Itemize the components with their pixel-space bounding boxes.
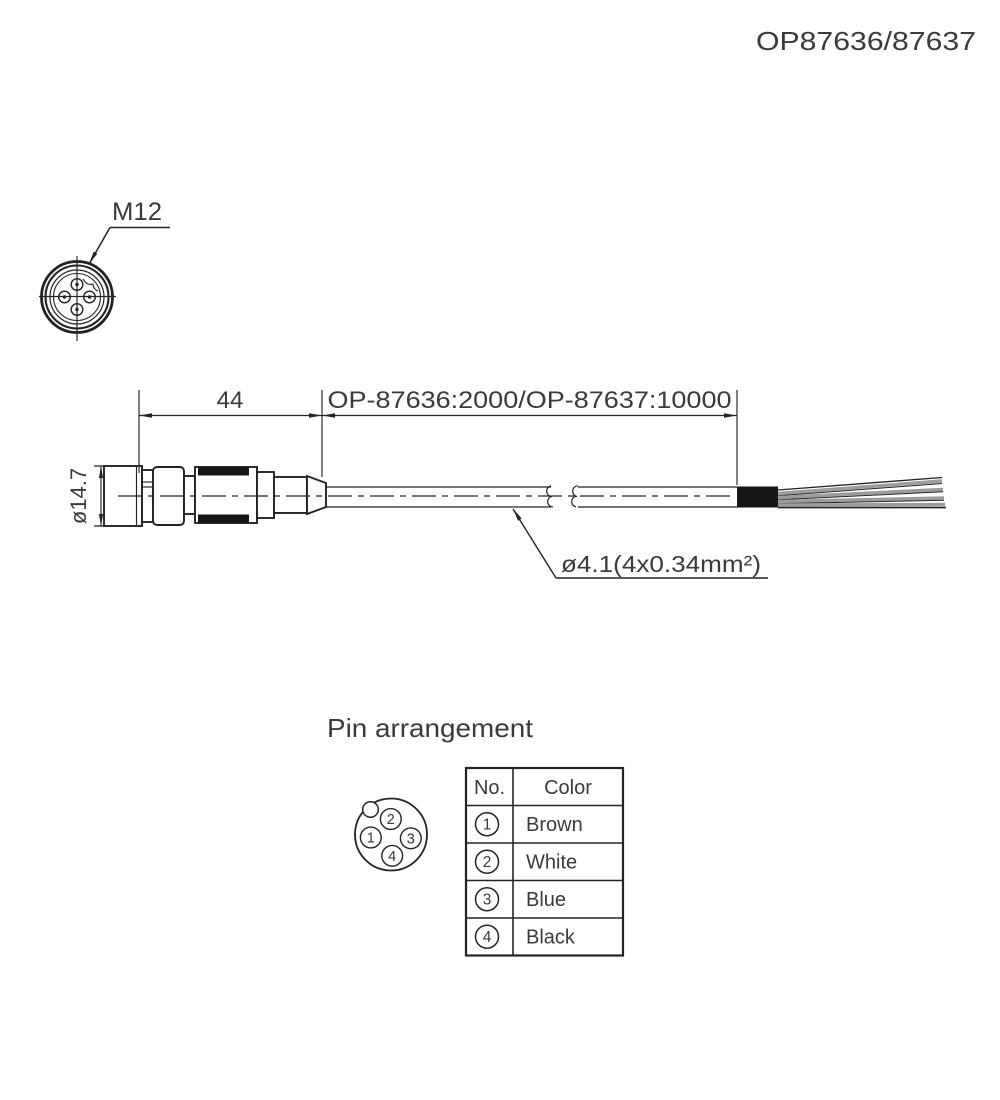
pin-4 [382,845,403,866]
connector-side-view [66,387,946,578]
strain-relief-boot [307,476,326,514]
keyway-notch [363,802,379,818]
connector-front-view [39,198,170,341]
pin-2 [380,809,401,830]
row-pin-number: 1 [482,816,492,834]
pin-arrangement-section [327,713,623,956]
row-pin-number: 3 [482,891,492,909]
m12-leader [89,228,170,265]
knurl-band-bottom [198,515,249,523]
pin-diagram [355,799,427,871]
table-row [476,925,576,949]
table-header-color: Color [544,777,592,799]
table-row [476,888,567,912]
dim-cable-length [322,387,737,485]
stripped-wires [778,478,946,508]
m12-label: M12 [112,198,162,226]
row-color-value: Black [526,926,575,949]
row-pin-number: 4 [482,929,492,947]
row-color-value: Blue [526,889,567,912]
pin-4-number: 4 [388,848,397,865]
jacket-end [737,487,778,508]
cable-spec-label: ø4.1(4x0.34mm²) [561,551,761,577]
row-color-value: White [526,851,578,874]
part-number-title: OP87636/87637 [756,26,976,56]
pin-3-number: 3 [406,831,415,848]
keyway-notch-front [83,279,98,291]
table-header-no: No. [473,777,506,799]
pin-arrangement-title: Pin arrangement [327,713,534,743]
dim-44-text: 44 [216,387,244,414]
dim-connector-length [139,387,322,477]
pin-color-table [466,768,623,956]
pin-1-number: 1 [366,830,375,847]
row-pin-number: 2 [482,854,492,872]
row-color-value: Brown [526,814,583,837]
table-row [476,813,583,837]
dim-cable-length-text: OP-87636:2000/OP-87637:10000 [327,387,732,414]
pin-3 [400,828,421,849]
table-row [476,850,578,874]
pin-1 [360,827,381,848]
dim-diameter-text: ø14.7 [66,467,91,525]
pin-2-number: 2 [386,812,395,828]
knurl-band-top [198,468,249,476]
